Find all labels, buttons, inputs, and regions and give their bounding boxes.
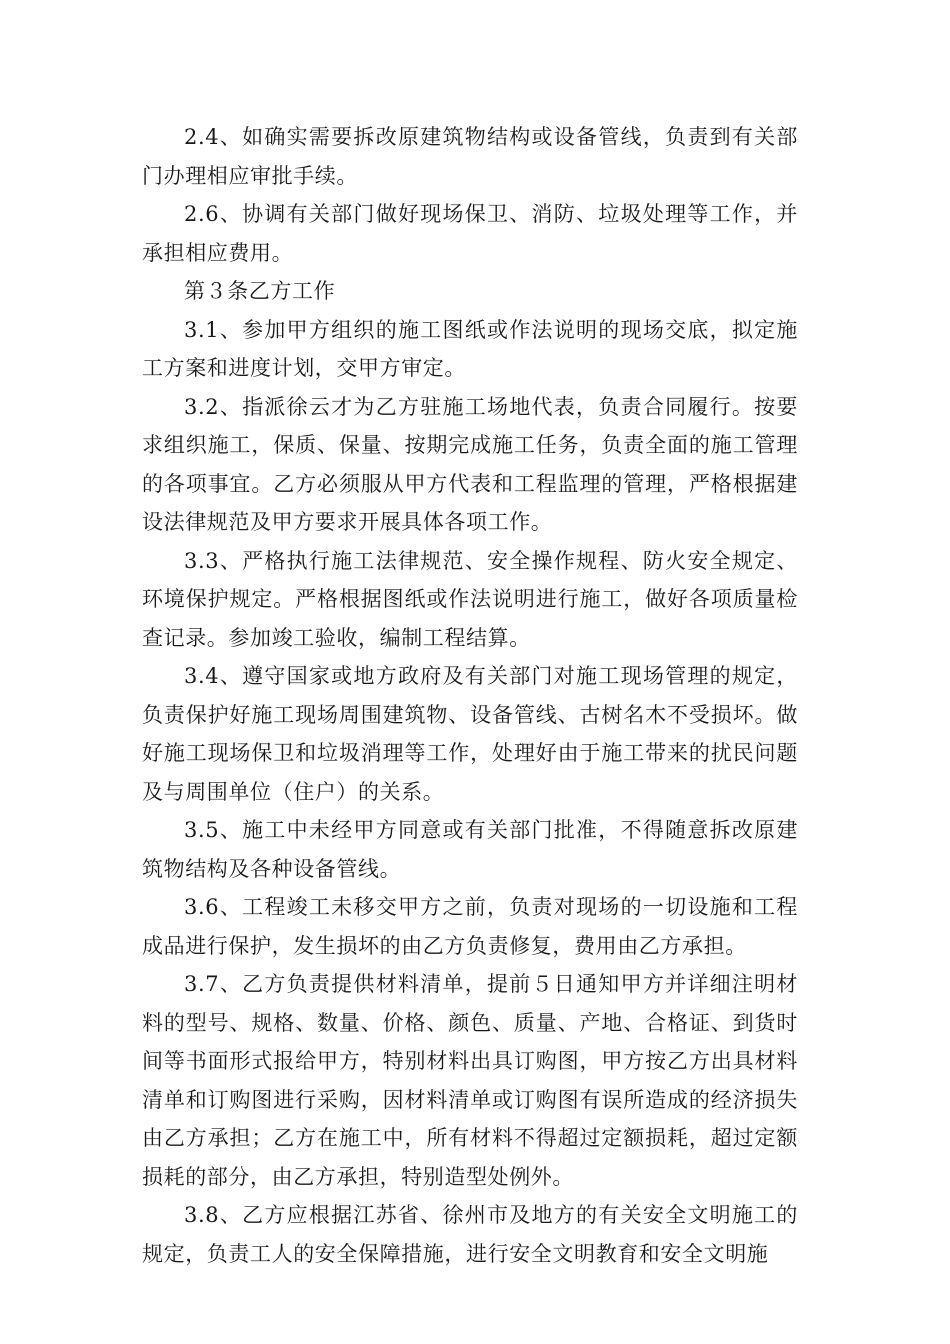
document-body (142, 118, 798, 1273)
clause-3-3: 3.3、严格执行施工法律规范、安全操作规程、防火安全规定、环境保护规定。严格根据图纸或作法说明进行施工，做好各项质量检查记录。参加竣工验收，编制工程结算。 (142, 548, 798, 650)
clause-3-8: 3.8、乙方应根据江苏省、徐州市及地方的有关安全文明施工的规定，负责工人的安全保障措施，进行安全文明教育和安全文明施 (142, 1203, 798, 1266)
clause-2-4: 2.4、如确实需要拆改原建筑物结构或设备管线，负责到有关部门办理相应审批手续。 (142, 125, 798, 188)
clause-3-4: 3.4、遵守国家或地方政府及有关部门对施工现场管理的规定，负责保护好施工现场周围建筑物、设备管线、古树名木不受损坏。做好施工现场保卫和垃圾消理等工作，处理好由于施工带来的扰民问题及与周围单位（住户）的关系。 (142, 664, 798, 804)
clause-3-2: 3.2、指派徐云才为乙方驻施工场地代表，负责合同履行。按要求组织施工，保质、保量、按期完成施工任务，负责全面的施工管理的各项事宜。乙方必须服从甲方代表和工程监理的管理，严格根据建设法律规范及甲方要求开展具体各项工作。 (142, 394, 798, 534)
clause-2-6: 2.6、协调有关部门做好现场保卫、消防、垃圾处理等工作，并承担相应费用。 (142, 202, 798, 265)
clause-3-6: 3.6、工程竣工未移交甲方之前，负责对现场的一切设施和工程成品进行保护，发生损坏的由乙方负责修复，费用由乙方承担。 (142, 895, 798, 958)
clause-3-1: 3.1、参加甲方组织的施工图纸或作法说明的现场交底，拟定施工方案和进度计划，交甲方审定。 (142, 317, 798, 380)
clause-3-7: 3.7、乙方负责提供材料清单，提前５日通知甲方并详细注明材料的型号、规格、数量、价格、颜色、质量、产地、合格证、到货时间等书面形式报给甲方，特别材料出具订购图，甲方按乙方出具材料清单和订购图进行采购，因材料清单或订购图有误所造成的经济损失由乙方承担；乙方在施工中，所有材料不得超过定额损耗，超过定额损耗的部分，由乙方承担，特别造型处例外。 (142, 972, 798, 1189)
clause-3-5: 3.5、施工中未经甲方同意或有关部门批准，不得随意拆改原建筑物结构及各种设备管线。 (142, 818, 798, 881)
section-heading-3: 第３条乙方工作 (184, 279, 336, 303)
